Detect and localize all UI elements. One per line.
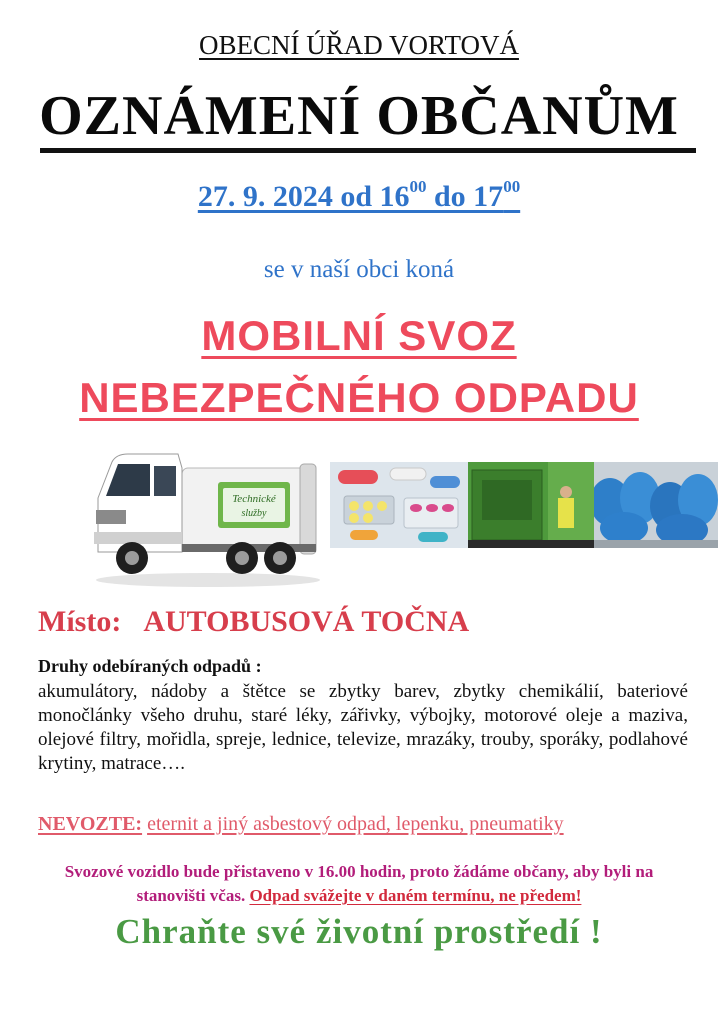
event-title-line2 bbox=[0, 374, 718, 422]
event-title-line1-text: MOBILNÍ SVOZ bbox=[201, 312, 517, 359]
truck-logo-text: Technické bbox=[232, 493, 276, 505]
location bbox=[38, 605, 469, 639]
waste-types-heading: Druhy odebíraných odpadů : bbox=[38, 656, 262, 676]
collection-notice bbox=[30, 860, 688, 908]
excluded-items: eternit a jiný asbestový odpad, lepenku, pneumatiky bbox=[147, 813, 564, 835]
waste-types-list: akumulátory, nádoby a štětce se zbytky barev, zbytky chemikálií, bateriové monočlánky všeho druhu, staré léky, zářivky, výbojky, motorové oleje a maziva, olejové filtry, mořidla, spreje, lednice, televize, mrazáky, trouby, sporáky, podlahové krytiny, matrace…. bbox=[38, 681, 688, 774]
closing-slogan: Chraňte své životní prostředí ! bbox=[115, 912, 603, 951]
truck-logo-text-2: služby bbox=[241, 508, 267, 519]
location-value: AUTOBUSOVÁ TOČNA bbox=[143, 605, 470, 638]
headline: OZNÁMENÍ OBČANŮM bbox=[39, 85, 679, 147]
event-date bbox=[0, 177, 718, 214]
event-title-line2-text: NEBEZPEČNÉHO ODPADU bbox=[79, 374, 639, 421]
location-label: Místo: bbox=[38, 605, 122, 638]
excluded-label: NEVOZTE: bbox=[38, 813, 143, 835]
garbage-truck-image bbox=[90, 440, 326, 590]
waste-container-image bbox=[468, 462, 594, 548]
end-minutes: 00 bbox=[503, 177, 521, 196]
date-middle: do 17 bbox=[426, 180, 504, 213]
photo-strip bbox=[90, 440, 718, 590]
medicine-pills-image bbox=[330, 462, 468, 548]
office-name: OBECNÍ ÚŘAD VORTOVÁ bbox=[199, 30, 519, 60]
excluded-waste bbox=[38, 813, 708, 836]
start-minutes: 00 bbox=[409, 177, 427, 196]
event-intro: se v naší obci koná bbox=[263, 256, 455, 283]
event-title-line1 bbox=[0, 312, 718, 360]
notice-emphasis: Odpad svážejte v daném termínu, ne předem! bbox=[249, 886, 582, 905]
notice-text: Svozové vozidlo bude přistaveno v 16.00 hodin, proto žádáme občany, aby byli na stanovišti včas. bbox=[64, 862, 654, 905]
headline-underline bbox=[40, 148, 696, 153]
date-prefix: 27. 9. 2024 od 16 bbox=[197, 180, 410, 213]
waste-bags-image bbox=[594, 462, 718, 548]
